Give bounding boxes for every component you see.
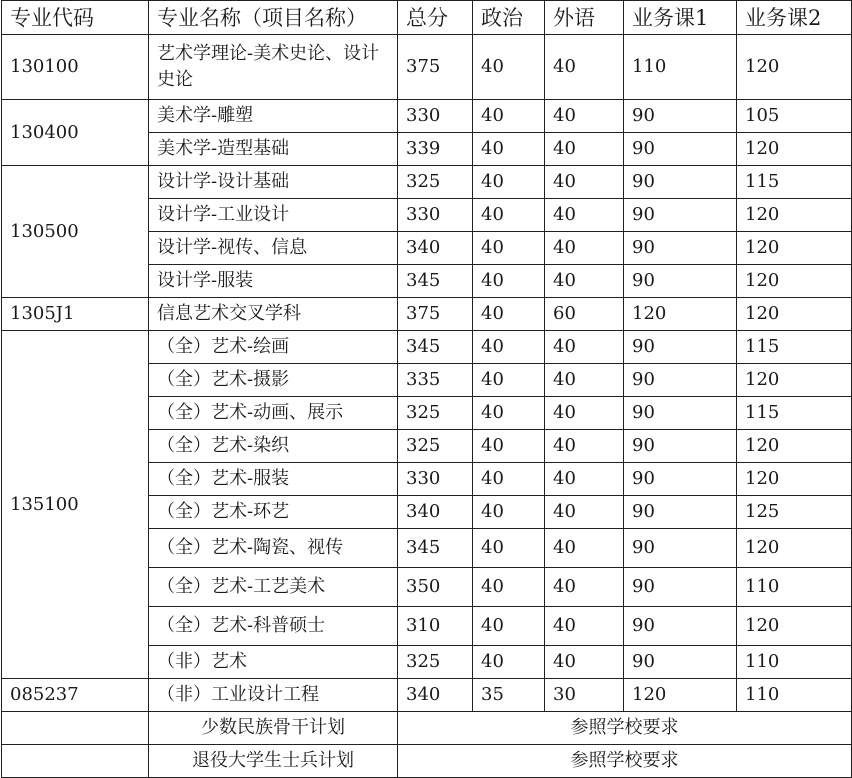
major-name: 设计学-设计基础 xyxy=(149,166,398,199)
politics-score: 40 xyxy=(473,331,545,364)
total-score: 340 xyxy=(398,679,473,712)
total-score: 310 xyxy=(398,607,473,646)
politics-score: 40 xyxy=(473,298,545,331)
foreign-score: 40 xyxy=(545,265,624,298)
course1-score: 90 xyxy=(624,133,737,166)
course1-score: 90 xyxy=(624,646,737,679)
special-row xyxy=(2,745,852,778)
total-score: 340 xyxy=(398,496,473,529)
course2-score: 105 xyxy=(737,100,852,133)
foreign-score: 40 xyxy=(545,463,624,496)
politics-score: 40 xyxy=(473,133,545,166)
foreign-score: 40 xyxy=(545,430,624,463)
course2-score: 120 xyxy=(737,133,852,166)
major-name: 设计学-服装 xyxy=(149,265,398,298)
major-code: 085237 xyxy=(2,679,149,712)
foreign-score: 40 xyxy=(545,199,624,232)
politics-score: 40 xyxy=(473,166,545,199)
course2-score: 120 xyxy=(737,463,852,496)
foreign-score: 40 xyxy=(545,166,624,199)
header-row xyxy=(2,1,852,35)
major-name: 艺术学理论-美术史论、设计史论 xyxy=(149,35,398,100)
course1-score: 110 xyxy=(624,35,737,100)
course2-score: 120 xyxy=(737,232,852,265)
course1-score: 90 xyxy=(624,265,737,298)
course1-score: 90 xyxy=(624,331,737,364)
major-name: （全）艺术-陶瓷、视传 xyxy=(149,529,398,568)
special-plan-name: 少数民族骨干计划 xyxy=(149,712,398,745)
politics-score: 40 xyxy=(473,232,545,265)
total-score: 330 xyxy=(398,199,473,232)
course2-score: 125 xyxy=(737,496,852,529)
major-code: 130100 xyxy=(2,35,149,100)
major-name: （全）艺术-摄影 xyxy=(149,364,398,397)
course2-score: 120 xyxy=(737,529,852,568)
score-table xyxy=(1,0,852,778)
total-score: 345 xyxy=(398,529,473,568)
course1-score: 90 xyxy=(624,529,737,568)
header-politics: 政治 xyxy=(473,1,545,35)
course1-score: 90 xyxy=(624,397,737,430)
total-score: 325 xyxy=(398,646,473,679)
course1-score: 90 xyxy=(624,568,737,607)
course1-score: 120 xyxy=(624,298,737,331)
table-row xyxy=(2,679,852,712)
course1-score: 90 xyxy=(624,430,737,463)
course2-score: 115 xyxy=(737,331,852,364)
total-score: 325 xyxy=(398,430,473,463)
foreign-score: 40 xyxy=(545,529,624,568)
total-score: 375 xyxy=(398,298,473,331)
course1-score: 90 xyxy=(624,463,737,496)
major-code: 130500 xyxy=(2,166,149,298)
table-row xyxy=(2,35,852,100)
major-name: （非）工业设计工程 xyxy=(149,679,398,712)
course2-score: 120 xyxy=(737,199,852,232)
course2-score: 120 xyxy=(737,265,852,298)
major-code: 1305J1 xyxy=(2,298,149,331)
header-foreign: 外语 xyxy=(545,1,624,35)
special-plan-note: 参照学校要求 xyxy=(398,745,852,778)
major-name: （全）艺术-环艺 xyxy=(149,496,398,529)
table-row xyxy=(2,298,852,331)
course1-score: 90 xyxy=(624,496,737,529)
major-name: 美术学-造型基础 xyxy=(149,133,398,166)
total-score: 340 xyxy=(398,232,473,265)
politics-score: 40 xyxy=(473,646,545,679)
table-row xyxy=(2,166,852,199)
total-score: 330 xyxy=(398,100,473,133)
header-course2: 业务课2 xyxy=(737,1,852,35)
header-total: 总分 xyxy=(398,1,473,35)
total-score: 339 xyxy=(398,133,473,166)
course2-score: 120 xyxy=(737,607,852,646)
politics-score: 40 xyxy=(473,35,545,100)
major-name: 设计学-视传、信息 xyxy=(149,232,398,265)
foreign-score: 40 xyxy=(545,364,624,397)
major-name: 信息艺术交叉学科 xyxy=(149,298,398,331)
politics-score: 40 xyxy=(473,265,545,298)
major-code: 130400 xyxy=(2,100,149,166)
major-name: （全）艺术-动画、展示 xyxy=(149,397,398,430)
foreign-score: 30 xyxy=(545,679,624,712)
course1-score: 90 xyxy=(624,100,737,133)
major-name: （全）艺术-科普硕士 xyxy=(149,607,398,646)
politics-score: 40 xyxy=(473,463,545,496)
total-score: 325 xyxy=(398,166,473,199)
course1-score: 90 xyxy=(624,166,737,199)
empty-code-cell xyxy=(2,745,149,778)
politics-score: 40 xyxy=(473,100,545,133)
course1-score: 90 xyxy=(624,607,737,646)
course2-score: 110 xyxy=(737,568,852,607)
course2-score: 120 xyxy=(737,35,852,100)
total-score: 330 xyxy=(398,463,473,496)
foreign-score: 40 xyxy=(545,100,624,133)
course2-score: 110 xyxy=(737,646,852,679)
table-row xyxy=(2,331,852,364)
foreign-score: 60 xyxy=(545,298,624,331)
header-code: 专业代码 xyxy=(2,1,149,35)
empty-code-cell xyxy=(2,712,149,745)
politics-score: 40 xyxy=(473,529,545,568)
major-name: （全）艺术-工艺美术 xyxy=(149,568,398,607)
foreign-score: 40 xyxy=(545,568,624,607)
politics-score: 40 xyxy=(473,397,545,430)
total-score: 335 xyxy=(398,364,473,397)
special-row xyxy=(2,712,852,745)
major-name: （全）艺术-绘画 xyxy=(149,331,398,364)
foreign-score: 40 xyxy=(545,133,624,166)
special-plan-note: 参照学校要求 xyxy=(398,712,852,745)
course2-score: 120 xyxy=(737,430,852,463)
foreign-score: 40 xyxy=(545,397,624,430)
total-score: 345 xyxy=(398,331,473,364)
course1-score: 120 xyxy=(624,679,737,712)
course2-score: 120 xyxy=(737,364,852,397)
major-code: 135100 xyxy=(2,331,149,679)
politics-score: 40 xyxy=(473,607,545,646)
course2-score: 115 xyxy=(737,166,852,199)
politics-score: 40 xyxy=(473,364,545,397)
header-course1: 业务课1 xyxy=(624,1,737,35)
foreign-score: 40 xyxy=(545,331,624,364)
politics-score: 40 xyxy=(473,430,545,463)
foreign-score: 40 xyxy=(545,232,624,265)
header-name: 专业名称（项目名称） xyxy=(149,1,398,35)
special-plan-name: 退役大学生士兵计划 xyxy=(149,745,398,778)
foreign-score: 40 xyxy=(545,607,624,646)
total-score: 375 xyxy=(398,35,473,100)
table-row xyxy=(2,100,852,133)
major-name: （非）艺术 xyxy=(149,646,398,679)
major-name: （全）艺术-服装 xyxy=(149,463,398,496)
total-score: 325 xyxy=(398,397,473,430)
foreign-score: 40 xyxy=(545,496,624,529)
total-score: 345 xyxy=(398,265,473,298)
politics-score: 40 xyxy=(473,199,545,232)
course2-score: 120 xyxy=(737,298,852,331)
total-score: 350 xyxy=(398,568,473,607)
course2-score: 115 xyxy=(737,397,852,430)
course1-score: 90 xyxy=(624,199,737,232)
major-name: 设计学-工业设计 xyxy=(149,199,398,232)
course1-score: 90 xyxy=(624,232,737,265)
major-name: （全）艺术-染织 xyxy=(149,430,398,463)
politics-score: 35 xyxy=(473,679,545,712)
politics-score: 40 xyxy=(473,496,545,529)
politics-score: 40 xyxy=(473,568,545,607)
foreign-score: 40 xyxy=(545,646,624,679)
foreign-score: 40 xyxy=(545,35,624,100)
major-name: 美术学-雕塑 xyxy=(149,100,398,133)
course2-score: 110 xyxy=(737,679,852,712)
course1-score: 90 xyxy=(624,364,737,397)
